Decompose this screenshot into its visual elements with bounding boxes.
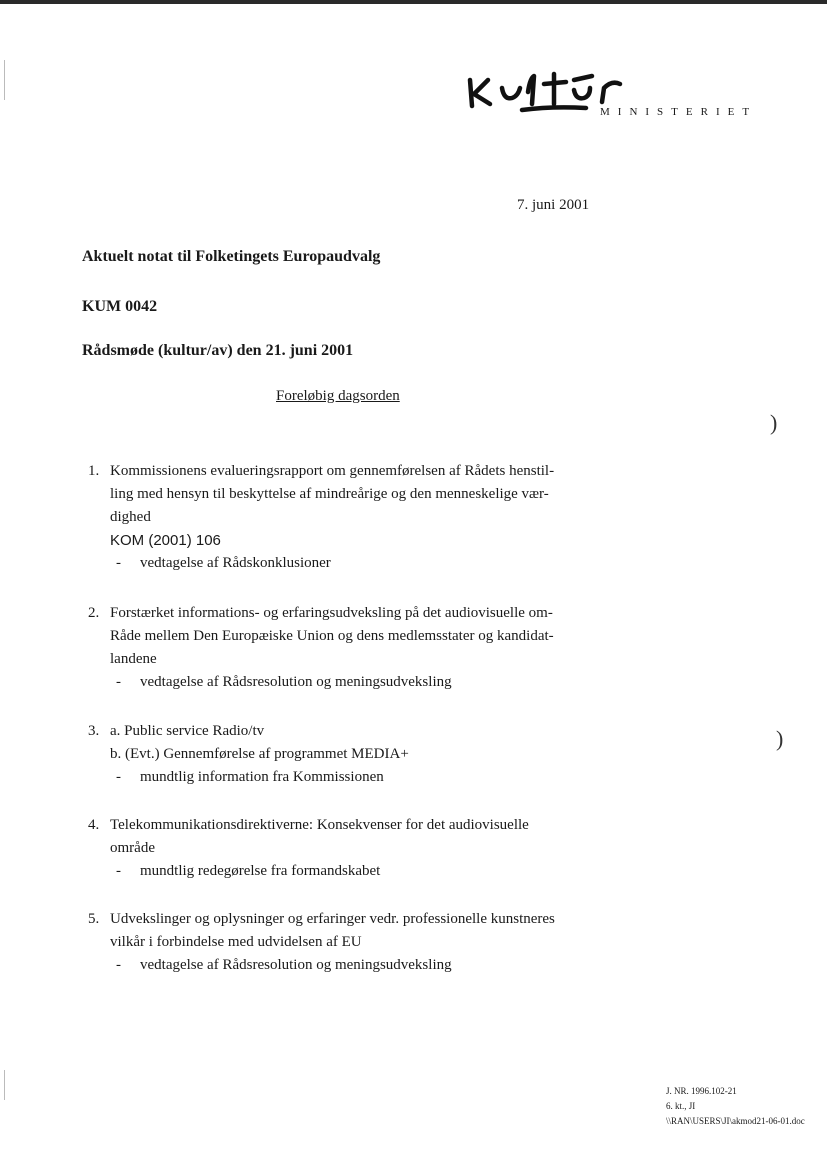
item-text-line: vilkår i forbindelse med udvidelsen af EU [110,934,362,950]
document-title: Aktuelt notat til Folketingets Europaudvalg [82,248,381,265]
file-path: \\RAN\USERS\JI\akmod21-06-01.doc [666,1116,805,1126]
item-text-line: dighed [110,509,151,525]
agenda-title: Foreløbig dagsorden [276,388,400,404]
item-subpoint: - vedtagelse af Rådsresolution og meningsudveksling [116,957,452,973]
item-subpoint-text: vedtagelse af Rådskonklusioner [140,555,331,571]
footer-reference [666,1084,805,1129]
agenda-item [88,814,628,883]
item-subpoint-text: vedtagelse af Rådsresolution og meningsudveksling [140,957,452,973]
scan-edge-mark [4,60,5,100]
item-text-line: Råde mellem Den Europæiske Union og dens medlemsstater og kandidat- [110,628,554,644]
punch-hole-mark: ) [770,410,778,435]
item-text-line: Forstærket informations- og erfaringsudveksling på det audiovisuelle om- [110,605,553,621]
item-text-line: Udvekslinger og oplysninger og erfaringer vedr. professionelle kunstneres [110,911,555,927]
item-text-line: b. (Evt.) Gennemførelse af programmet MEDIA+ [110,746,409,762]
item-number: 2. [88,605,100,621]
agenda-item [88,908,628,977]
ministry-label: MINISTERIET [600,106,758,118]
reference-number: KUM 0042 [82,298,158,315]
item-document-ref: KOM (2001) 106 [110,532,221,549]
meeting-heading: Rådsmøde (kultur/av) den 21. juni 2001 [82,342,354,359]
item-text-line: område [110,840,155,856]
item-text-line: landene [110,651,157,667]
item-number: 3. [88,723,100,739]
item-text-line: Kommissionens evalueringsrapport om gennemførelsen af Rådets henstil- [110,463,555,479]
item-subpoint-text: mundtlig information fra Kommissionen [140,769,384,785]
agenda-item [88,602,628,694]
document-date: 7. juni 2001 [517,197,590,213]
item-subpoint: - mundtlig redegørelse fra formandskabet [116,863,381,879]
item-text-line: Telekommunikationsdirektiverne: Konsekvenser for det audiovisuelle [110,817,529,833]
scan-edge-mark [4,1070,5,1100]
item-number: 1. [88,463,100,479]
item-number: 5. [88,911,100,927]
scan-top-border [0,0,827,4]
agenda-item [88,460,628,575]
item-number: 4. [88,817,100,833]
journal-number: J. NR. 1996.102-21 [666,1086,737,1096]
item-subpoint-text: vedtagelse af Rådsresolution og meningsudveksling [140,674,452,690]
item-subpoint: - vedtagelse af Rådsresolution og meningsudveksling [116,674,452,690]
item-text-line: a. Public service Radio/tv [110,723,265,739]
item-subpoint: - vedtagelse af Rådskonklusioner [116,555,331,571]
office-code: 6. kt., JI [666,1101,696,1111]
item-subpoint: - mundtlig information fra Kommissionen [116,769,384,785]
item-text-line: ling med hensyn til beskyttelse af mindreårige og den menneskelige vær- [110,486,549,502]
punch-hole-mark: ) [776,726,784,751]
item-subpoint-text: mundtlig redegørelse fra formandskabet [140,863,381,879]
agenda-item [88,720,628,789]
